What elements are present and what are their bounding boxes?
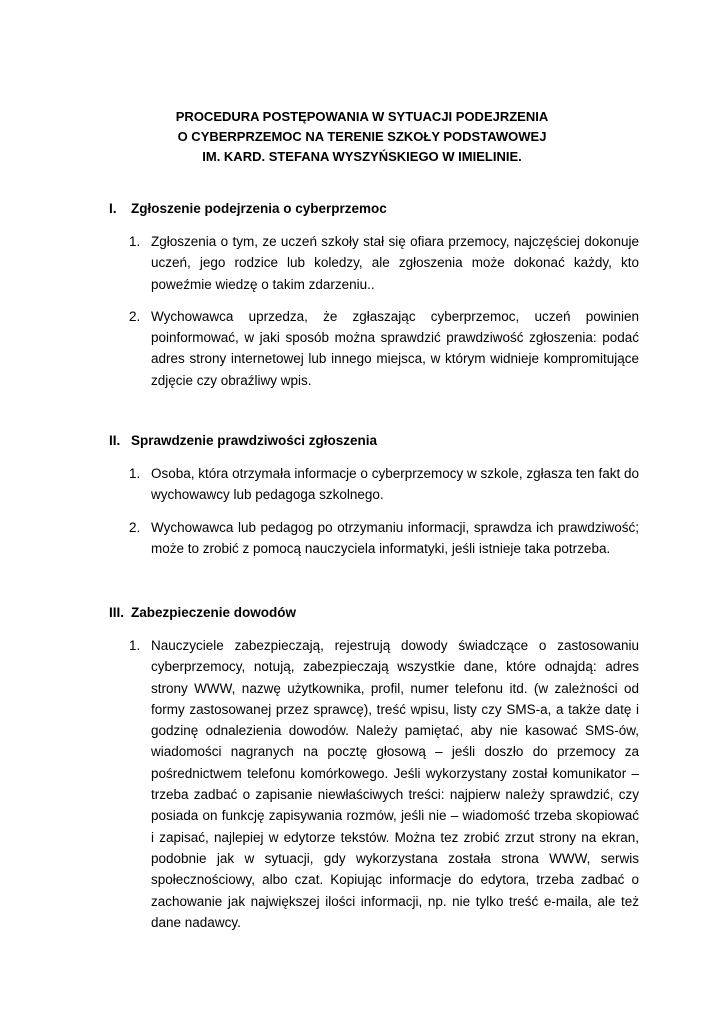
list-item-number: 1. xyxy=(129,234,141,249)
list-item-number: 1. xyxy=(129,466,141,481)
list-item-text: Wychowawca lub pedagog po otrzymaniu informacji, sprawdza ich prawdziwość; może to zrobić z pomocą nauczyciela informatyki, jeśli istnieje taka potrzeba. xyxy=(151,519,639,556)
list-item-text: Wychowawca uprzedza, że zgłaszając cyberprzemoc, uczeń powinien poinformować, w jaki sposób można sprawdzić prawdziwość zgłoszenia: podać adres strony internetowej lub innego miejsca, w którym widnieje kompromitujące zdjęcie czy obraźliwy wpis. xyxy=(151,308,639,388)
section-number: I. xyxy=(109,201,117,216)
list-item-text: Nauczyciele zabezpieczają, rejestrują dowody świadczące o zastosowaniu cyberprzemocy, notują, zabezpieczają wszystkie dane, które odnajdą: adres strony WWW, nazwę użytkownika, profil, numer telefonu itd. (w zależności od formy zastosowanej przez sprawcę), treść wpisu, listy czy SMS-a, a także datę i godzinę odnalezienia dowodów. Należy pamiętać, aby nie kasować SMS-ów, wiadomości nagranych na pocztę głosową – jeśli doszło do przemocy za pośrednictwem telefonu komórkowego. Jeśli wykorzystany został komunikator – trzeba zadbać o zapisanie niewłaściwych treści: najpierw należy sprawdzić, czy posiada on funkcję zapisywania rozmów, jeśli nie – wiadomość trzeba skopiować i zapisać, najlepiej w edytorze tekstów. Można tez zrobić zrzut strony na ekran, podobnie jak w sytuacji, gdy wykorzystana została strona WWW, serwis społecznościowy, albo czat. Kopiując informacje do edytora, trzeba zadbać o zachowanie jak największej ilości informacji, np. nie tylko treść e-maila, ale też dane nadawcy. xyxy=(151,638,639,930)
list-item xyxy=(109,517,639,560)
section-2 xyxy=(109,431,639,559)
section-heading xyxy=(109,199,639,219)
section-number: II. xyxy=(109,433,121,448)
list-item-number: 1. xyxy=(129,638,141,653)
section-list xyxy=(109,231,639,391)
section-title: Zabezpieczenie dowodów xyxy=(131,605,297,620)
title-line-2: O CYBERPRZEMOC NA TERENIE SZKOŁY PODSTAWOWEJ xyxy=(177,129,547,144)
list-item-text: Osoba, która otrzymała informacje o cyberprzemocy w szkole, zgłasza ten fakt do wychowawcy lub pedagoga szkolnego. xyxy=(151,466,639,503)
list-item-number: 2. xyxy=(129,519,141,535)
list-item xyxy=(109,231,639,295)
title-line-1: PROCEDURA POSTĘPOWANIA W SYTUACJI PODEJRZENIA xyxy=(175,109,549,124)
section-list xyxy=(109,635,639,933)
list-item xyxy=(109,463,639,506)
section-3 xyxy=(109,603,639,933)
list-item-number: 2. xyxy=(129,308,141,324)
section-title: Sprawdzenie prawdziwości zgłoszenia xyxy=(131,433,378,448)
section-number: III. xyxy=(109,605,125,620)
list-item xyxy=(109,635,639,933)
section-title: Zgłoszenie podejrzenia o cyberprzemoc xyxy=(131,201,387,216)
list-item-text: Zgłoszenia o tym, ze uczeń szkoły stał się ofiara przemocy, najczęściej dokonuje uczeń, jego rodzice lub koledzy, ale zgłoszenia może dokonać każdy, kto poweźmie wiedzę o takim zdarzeniu.. xyxy=(151,234,639,292)
section-list xyxy=(109,463,639,559)
document-title xyxy=(100,107,624,167)
section-heading xyxy=(109,603,639,623)
title-line-3: IM. KARD. STEFANA WYSZYŃSKIEGO W IMIELINIE. xyxy=(202,149,522,164)
section-1 xyxy=(109,199,639,391)
list-item xyxy=(109,306,639,391)
section-heading xyxy=(109,431,639,451)
